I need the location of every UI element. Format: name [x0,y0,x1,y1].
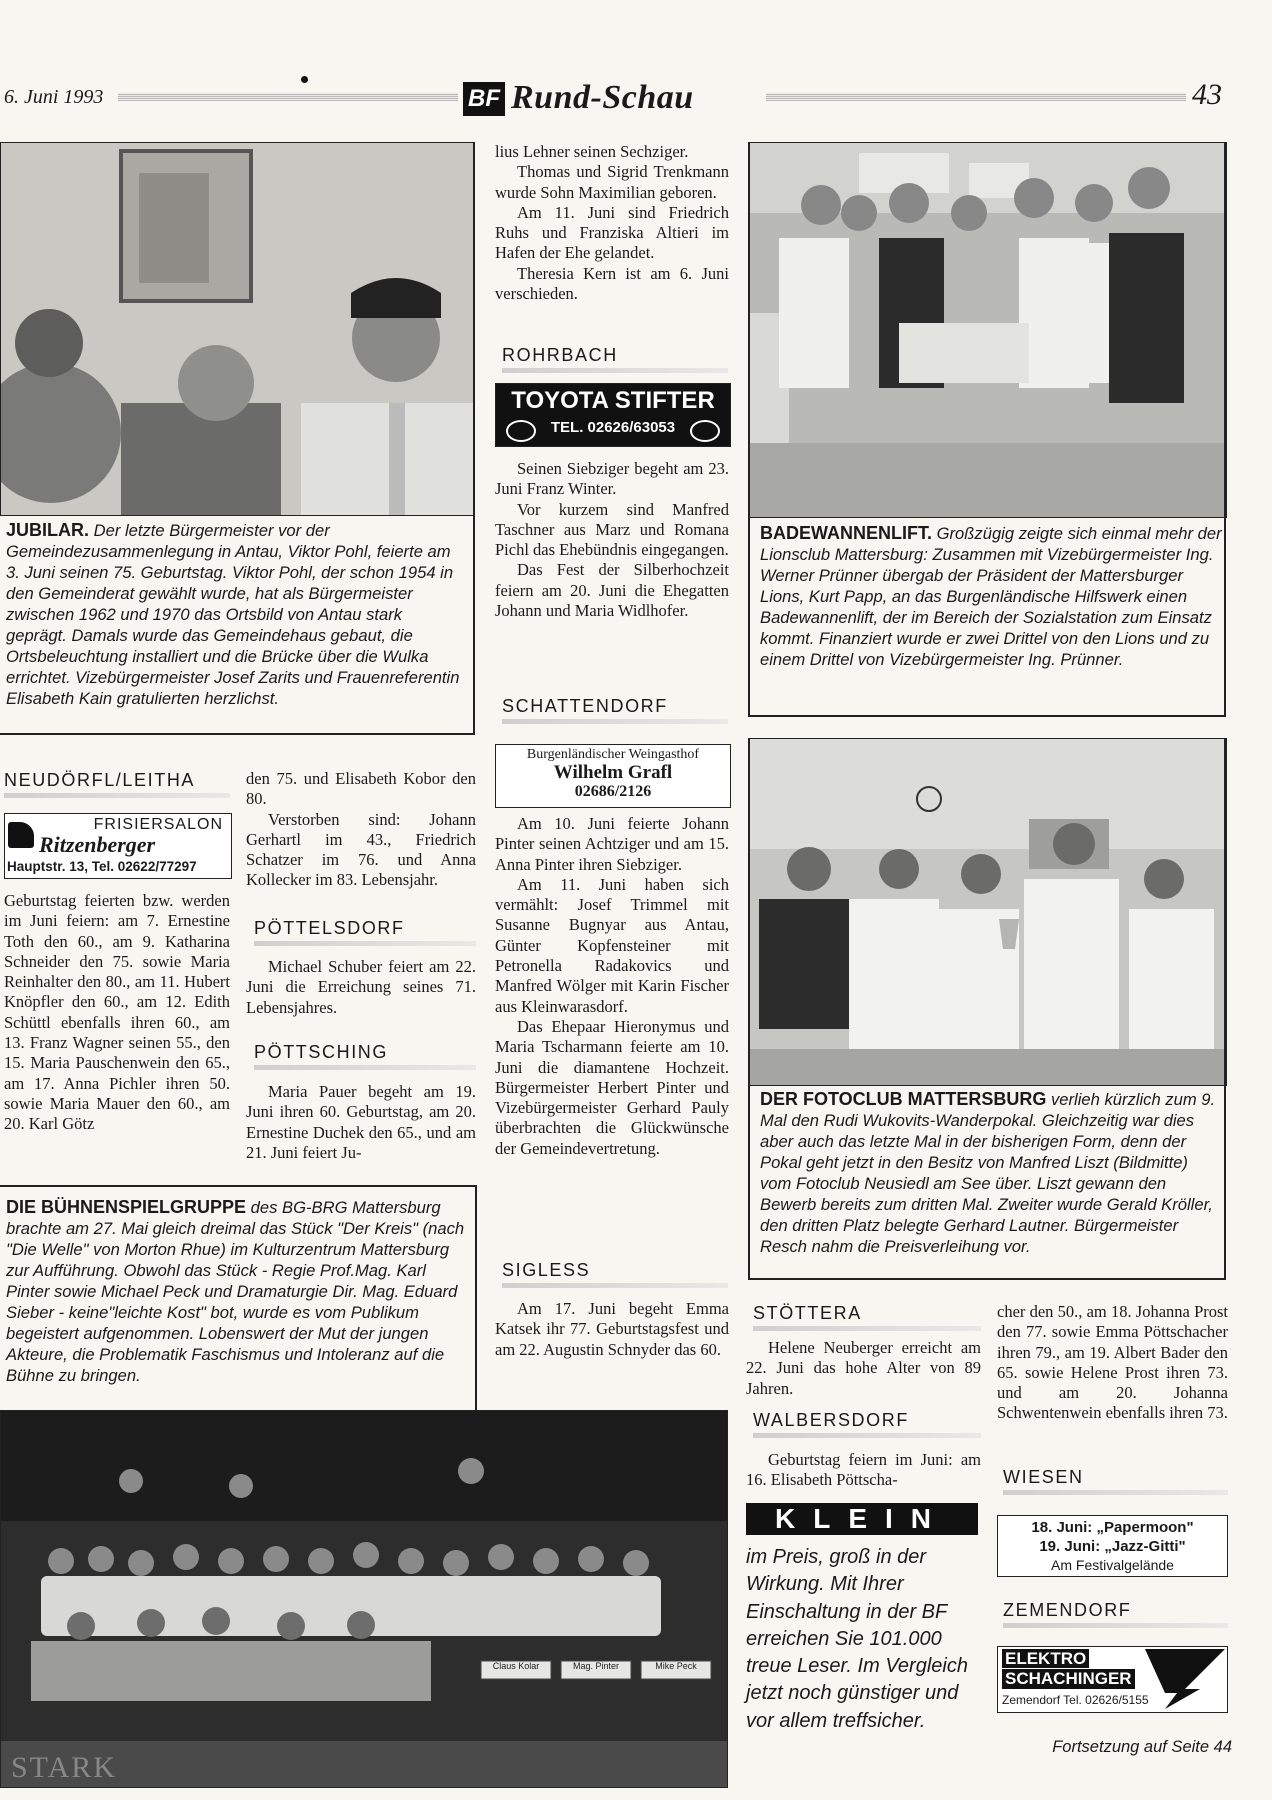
badewanne-photo [748,142,1227,518]
wein-ad-line3: 02686/2126 [574,783,652,800]
stage-banner-text: STARK [11,1751,117,1784]
buehne-photo [0,1410,728,1788]
badewanne-photo-illustration [749,143,1226,517]
logo-bf: BF [463,82,505,116]
page-number: 43 [1192,78,1222,111]
jubilar-photo-illustration [1,143,474,515]
fotoclub-photo [748,738,1227,1086]
neudoerfl-text: Geburtstag feierten bzw. werden im Juni feiern: am 7. Ernestine Toth den 60., am 9. Katharina Schneider den 75. sowie Maria Reinhalter den 80., am 11. Hubert Knöpfler den 60., am 12. Edith Schüttl ebenfalls ihren 60., am 13. Franz Wagner seinen 55., den 15. Maria Pauschenwein den 65., am 17. Anna Pichler ihren 50. sowie Maria Mauer den 60., am 20. Karl Götz [4,891,230,1134]
badewanne-caption [760,523,1222,670]
elektro-ad [997,1646,1228,1713]
col3-text-2: Thomas und Sigrid Trenkmann wurde Sohn Maximilian geboren. [495,162,729,202]
friseur-ad [4,813,232,879]
jubilar-caption [6,520,466,709]
toyota-logo-icon [690,420,720,442]
section-heading-poettsching: PÖTTSCHING [254,1042,476,1070]
poettsching-paragraph: Maria Pauer begeht am 19. Juni ihren 60. Geburtstag, am 20. Ernestine Duchek den 65., und am 21. Juni feiert Ju- [246,1082,476,1162]
friseur-ad-address: Hauptstr. 13, Tel. 02622/77297 [7,859,197,874]
fotoclub-box-left-border [748,738,750,1279]
stoettera-paragraph: Helene Neuberger erreicht am 22. Juni das hohe Alter von 89 Jahren. [746,1338,981,1398]
wein-ad-line1: Burgenländischer Weingasthof [526,747,700,762]
walbersdorf-paragraph: Geburtstag feiern im Juni: am 16. Elisabeth Pöttscha- [746,1450,981,1490]
wiesen-ad-line2: 19. Juni: „Jazz-Gitti" [1039,1538,1186,1555]
section-heading-rohrbach: ROHRBACH [502,345,728,373]
schattendorf-text [495,814,729,1159]
jubilar-caption-text: Der letzte Bürgermeister vor der Gemeindezusammenlegung in Antau, Viktor Pohl, feierte am 3. Juni seinen 75. Geburtstag. Viktor Pohl, der schon 1954 in den Gemeinderat gewählt wurde, hat als Bürgermeister zwischen 1962 und 1970 das Ortsbild von Antau stark geprägt. Damals wurde das Gemeindehaus gebaut, die Ortsbeleuchtung installiert und die Brücke über die Wulka errichtet. Vizebürgermeister Josef Zarits und Frauenreferentin Elisabeth Kain gratulierten herzlichst. [6,521,460,708]
walbersdorf-continued: cher den 50., am 18. Johanna Prost den 77. sowie Emma Pöttschacher ihren 79., am 19. Albert Bader den 65. sowie Helene Prost ihren 73. und am 20. Johanna Schwentenwein ebenfalls ihren 73. [997,1302,1228,1423]
schattendorf-text-2: Am 11. Juni haben sich vermählt: Josef Trimmel mit Susanne Bugnyar aus Antau, Günter Kopfensteiner mit Petronella Radakovics und Manfred Wölger mit Karin Fischer aus Kleinwarasdorf. [495,874,729,1016]
elektro-ad-line3: Zemendorf Tel. 02626/5155 [1002,1693,1149,1707]
fotoclub-caption-text: verlieh kürzlich zum 9. Mal den Rudi Wukovits-Wanderpokal. Gleichzeitig war dies aber auch das letzte Mal in der bisherigen Form, denn der Pokal geht jetzt in den Besitz von Manfred Liszt (Bildmitte) vom Fotoclub Neusiedl am See über. Liszt gewann den Bewerb bereits zum dritten Mal. Zweiter wurde Gerald Kröller, den dritten Platz belegte Gerhard Lautner. Bürgermeister Resch nahm die Preisverleihung vor. [760,1090,1216,1256]
section-heading-zemendorf: ZEMENDORF [1003,1600,1228,1628]
jubilar-box-right-border [473,142,475,734]
wein-ad-line2: Wilhelm Grafl [553,762,673,783]
jubilar-caption-lead: JUBILAR. [6,520,90,540]
klein-ad-text: im Preis, groß in der Wirkung. Mit Ihrer Einschaltung in der BF erreichen Sie 101.000 treue Leser. Im Vergleich jetzt noch günstiger und vor allem treffsicher. [746,1546,968,1732]
wiesen-ad-line1: 18. Juni: „Papermoon" [1031,1519,1194,1536]
wiesen-ad [997,1515,1228,1577]
elektro-ad-line2: SCHACHINGER [1002,1669,1135,1689]
rohrbach-text-1: Seinen Siebziger begeht am 23. Juni Franz Winter. [495,459,729,499]
toyota-ad [495,383,731,447]
buehne-caption-lead: DIE BÜHNENSPIELGRUPPE [6,1197,247,1217]
section-heading-walbersdorf: WALBERSDORF [753,1410,981,1438]
wiesen-ad-line3: Am Festivalgelände [1051,1557,1174,1573]
friseur-ad-name: Ritzenberger [39,832,156,857]
section-heading-wiesen: WIESEN [1003,1467,1228,1495]
header-dot [301,76,308,83]
schattendorf-text-3: Das Ehepaar Hieronymus und Maria Tscharmann feierte am 10. Juni die diamantene Hochzeit. Bürgermeister Herbert Pinter und Vizebürgermeister Gerhard Pauly überbrachten die Glückwünsche der Gemeindevertretung. [495,1016,729,1158]
buehne-caption [6,1197,468,1386]
friseur-ad-title: FRISIERSALON [93,816,223,833]
continuation-note: Fortsetzung auf Seite 44 [1052,1738,1232,1756]
logo-title: Rund-Schau [511,79,694,116]
poettelsdorf-text [246,957,476,1018]
sigless-paragraph: Am 17. Juni begeht Emma Katsek ihr 77. Geburtstagsfest und am 22. Augustin Schnyder das 60. [495,1299,729,1359]
section-heading-poettelsdorf: PÖTTELSDORF [254,918,476,946]
badewanne-box-bottom-border [748,715,1226,717]
weingasthof-ad [495,744,731,808]
badewanne-box-left-border [748,142,750,716]
klein-ad-title: KLEIN [746,1503,978,1535]
badewanne-box-right-border [1224,142,1226,716]
badewanne-caption-lead: BADEWANNENLIFT. [760,523,932,543]
col3-text-1: lius Lehner seinen Sechziger. [495,142,689,161]
elektro-ad-line1: ELEKTRO [1002,1649,1089,1668]
jubilar-photo [0,142,475,516]
toyota-ad-tel: TEL. 02626/63053 [550,419,676,436]
col3-top-text [495,142,729,304]
header-rule-right [766,93,1186,101]
rohrbach-text-3: Das Fest der Silberhochzeit feiern am 20. Juni die Ehegatten Johann und Maria Widlhofer. [495,560,729,621]
buehne-caption-text: des BG-BRG Mattersburg brachte am 27. Mai gleich dreimal das Stück "Der Kreis" (nach "Die Welle" von Morton Rhue) im Kulturzentrum Mattersburg zur Aufführung. Obwohl das Stück - Regie Prof.Mag. Karl Pinter sowie Michael Peck und Dramaturgie Dir. Mag. Eduard Sieber - keine"leichte Kost" bot, wurde es vom Publikum begeistert aufgenommen. Lobenswert der Mut der jungen Akteure, die Problematik Faschismus und Intoleranz auf die Bühne zu bringen. [6,1198,465,1385]
issue-date: 6. Juni 1993 [4,86,104,108]
fotoclub-box-bottom-border [748,1278,1226,1280]
chair-label-1: Claus Kolar [492,1661,540,1671]
chair-label-2: Mag. Pinter [572,1661,620,1671]
schattendorf-text-1: Am 10. Juni feierte Johann Pinter seinen Achtziger und am 15. Anna Pinter ihren Siebziger. [495,814,729,874]
fotoclub-box-right-border [1224,738,1226,1279]
neudoerfl-verstorben: Verstorben sind: Johann Gerhartl im 43., Friedrich Schatzer im 76. und Anna Kollecker im 83. Lebensjahr. [246,809,476,890]
toyota-ad-title: TOYOTA STIFTER [511,387,715,414]
col3-text-4: Theresia Kern ist am 6. Juni verschieden. [495,263,729,304]
rohrbach-text [495,459,729,621]
section-heading-neudoerfl: NEUDÖRFL/LEITHA [4,770,230,798]
fotoclub-photo-illustration [749,739,1226,1085]
buehne-box-right-border [475,1185,477,1410]
rohrbach-text-2: Vor kurzem sind Manfred Taschner aus Marz und Romana Pichl das Ehebündnis eingegangen. [495,499,729,560]
jubilar-box-bottom-border [0,733,475,735]
buehne-box-top-border [0,1185,477,1187]
lightning-icon [1145,1649,1225,1709]
walbersdorf-text [746,1450,981,1491]
neudoerfl-continued: den 75. und Elisabeth Kobor den 80. [246,769,476,809]
poettelsdorf-paragraph: Michael Schuber feiert am 22. Juni die Erreichung seines 71. Lebensjahres. [246,957,476,1017]
header-rule-left [118,93,458,101]
badewanne-caption-text: Großzügig zeigte sich einmal mehr der Lionsclub Mattersburg: Zusammen mit Vizebürgermeister Ing. Werner Prünner übergab der Präsident der Mattersburger Lions, Kurt Papp, an das Burgenländische Hilfswerk einen Badewannenlift, der im Bereich der Sozialstation zum Einsatz kommt. Finanziert wurde er zwei Drittel von den Lions und zu einem Drittel von Vizebürgermeister Ing. Prünner. [760,524,1222,669]
comb-icon [8,822,34,848]
section-heading-sigless: SIGLESS [502,1260,728,1288]
col2-text-block [246,769,476,891]
fotoclub-caption [760,1089,1222,1257]
section-heading-schattendorf: SCHATTENDORF [502,696,728,724]
chair-label-3: Mike Peck [655,1661,697,1671]
fotoclub-caption-lead: DER FOTOCLUB MATTERSBURG [760,1089,1047,1109]
toyota-logo-icon [506,420,536,442]
poettsching-text [246,1082,476,1163]
section-heading-stoettera: STÖTTERA [753,1303,981,1331]
stoettera-text [746,1338,981,1399]
buehne-photo-illustration [1,1411,727,1787]
col3-text-3: Am 11. Juni sind Friedrich Ruhs und Franziska Altieri im Hafen der Ehe gelandet. [495,202,729,263]
sigless-text [495,1299,729,1360]
